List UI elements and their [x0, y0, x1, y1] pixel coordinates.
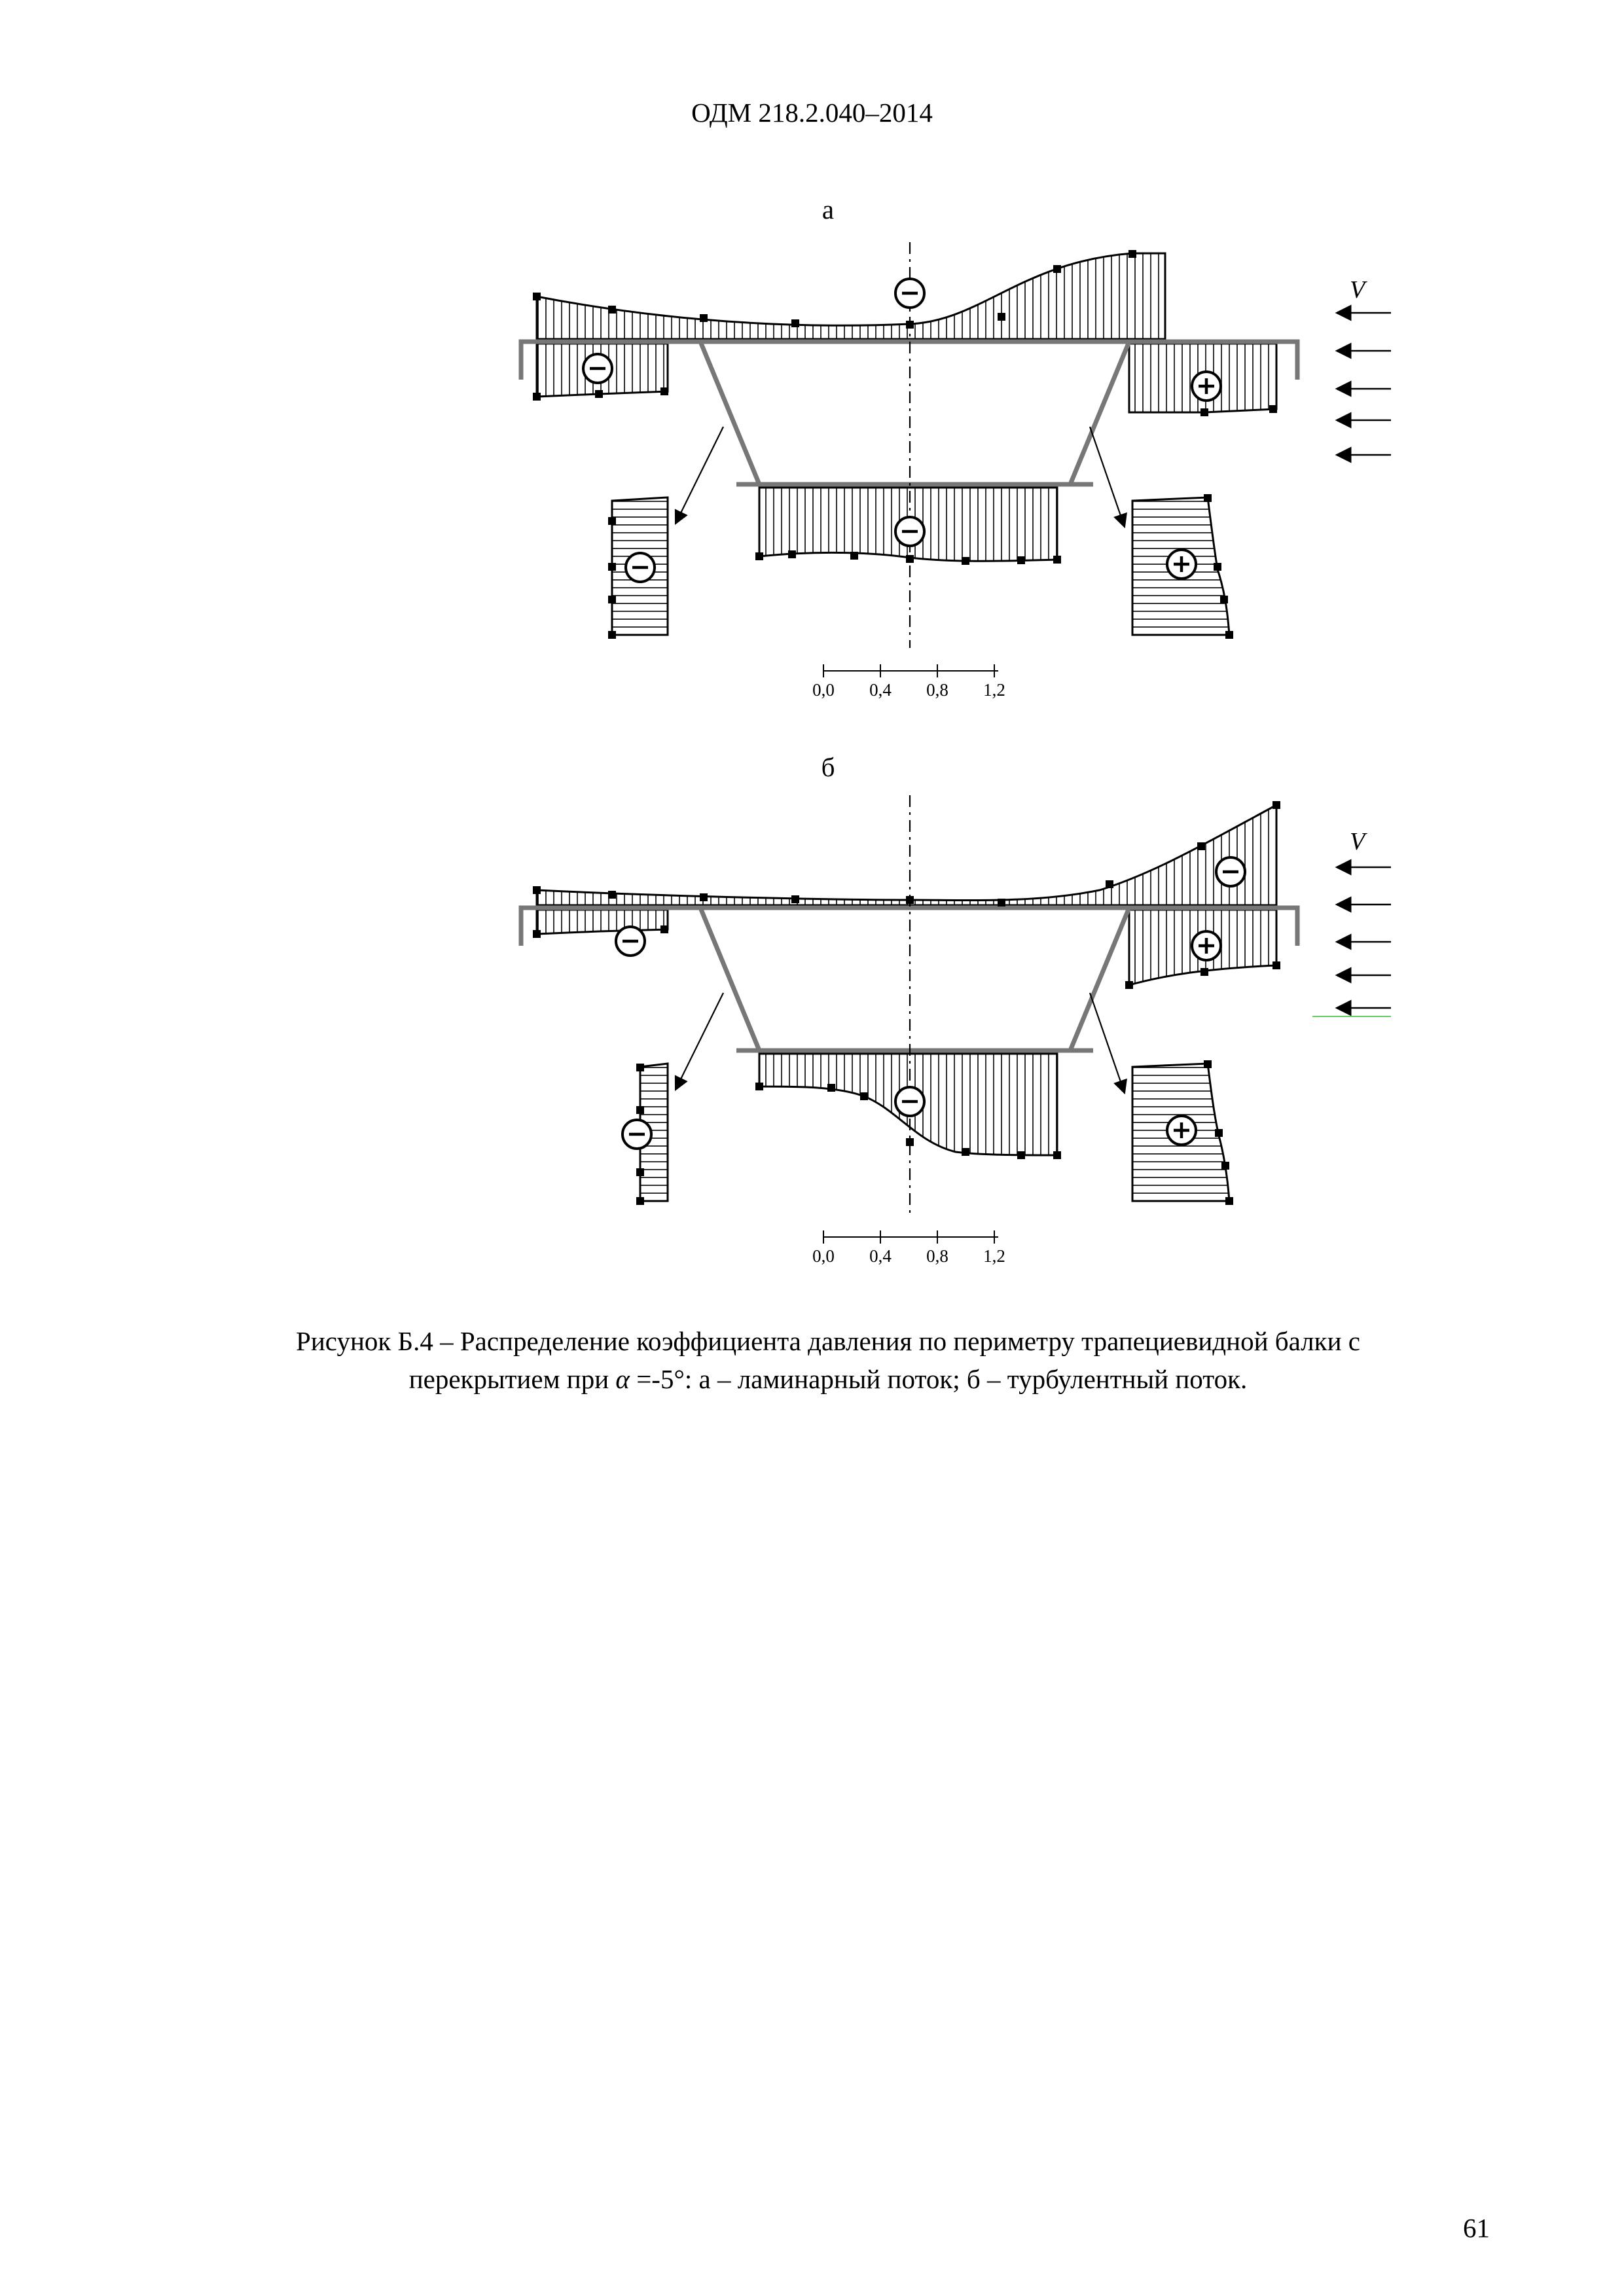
scale-tick-2: 0,8: [926, 1246, 948, 1266]
scale-tick-1: 0,4: [869, 1246, 892, 1266]
figure-a-diagram: [511, 223, 1401, 720]
scale-tick-3: 1,2: [983, 680, 1005, 700]
figure-a-label: а: [821, 194, 835, 224]
figure-b: [511, 789, 1401, 1289]
caption-line-2-prefix: перекрытием при: [408, 1364, 616, 1394]
velocity-label: V: [1350, 828, 1365, 855]
flow-arrows: [1337, 867, 1391, 1008]
left-overhang-pressure-area: [537, 910, 668, 934]
scale-tick-0: 0,0: [812, 680, 835, 700]
scale-tick-2: 0,8: [926, 680, 948, 700]
caption-line-1: Рисунок Б.4 – Распределение коэффициента давления по периметру трапециевидной балки с: [296, 1326, 1360, 1356]
caption-line-2-suffix: =-5°: а – ламинарный поток; б – турбулентный поток.: [629, 1364, 1248, 1394]
page-number: 61: [1463, 2213, 1490, 2243]
scale-tick-1: 0,4: [869, 680, 892, 700]
figure-b-diagram: [511, 789, 1401, 1286]
scale-tick-0: 0,0: [812, 1246, 835, 1266]
scale-tick-3: 1,2: [983, 1246, 1005, 1266]
velocity-label: V: [1350, 276, 1365, 304]
figure-b-label: б: [821, 752, 835, 782]
top-deck-pressure-area: [537, 805, 1276, 905]
caption-line-2: [196, 1360, 1460, 1398]
flow-arrows: [1337, 313, 1391, 455]
top-deck-pressure-area: [537, 253, 1165, 339]
figure-caption: [196, 1322, 1460, 1398]
document-header: ОДМ 218.2.040–2014: [691, 98, 933, 128]
alpha-symbol: α: [615, 1364, 630, 1394]
pressure-scale: [823, 664, 998, 677]
figure-a: [511, 223, 1401, 723]
pressure-scale: [823, 1230, 998, 1244]
